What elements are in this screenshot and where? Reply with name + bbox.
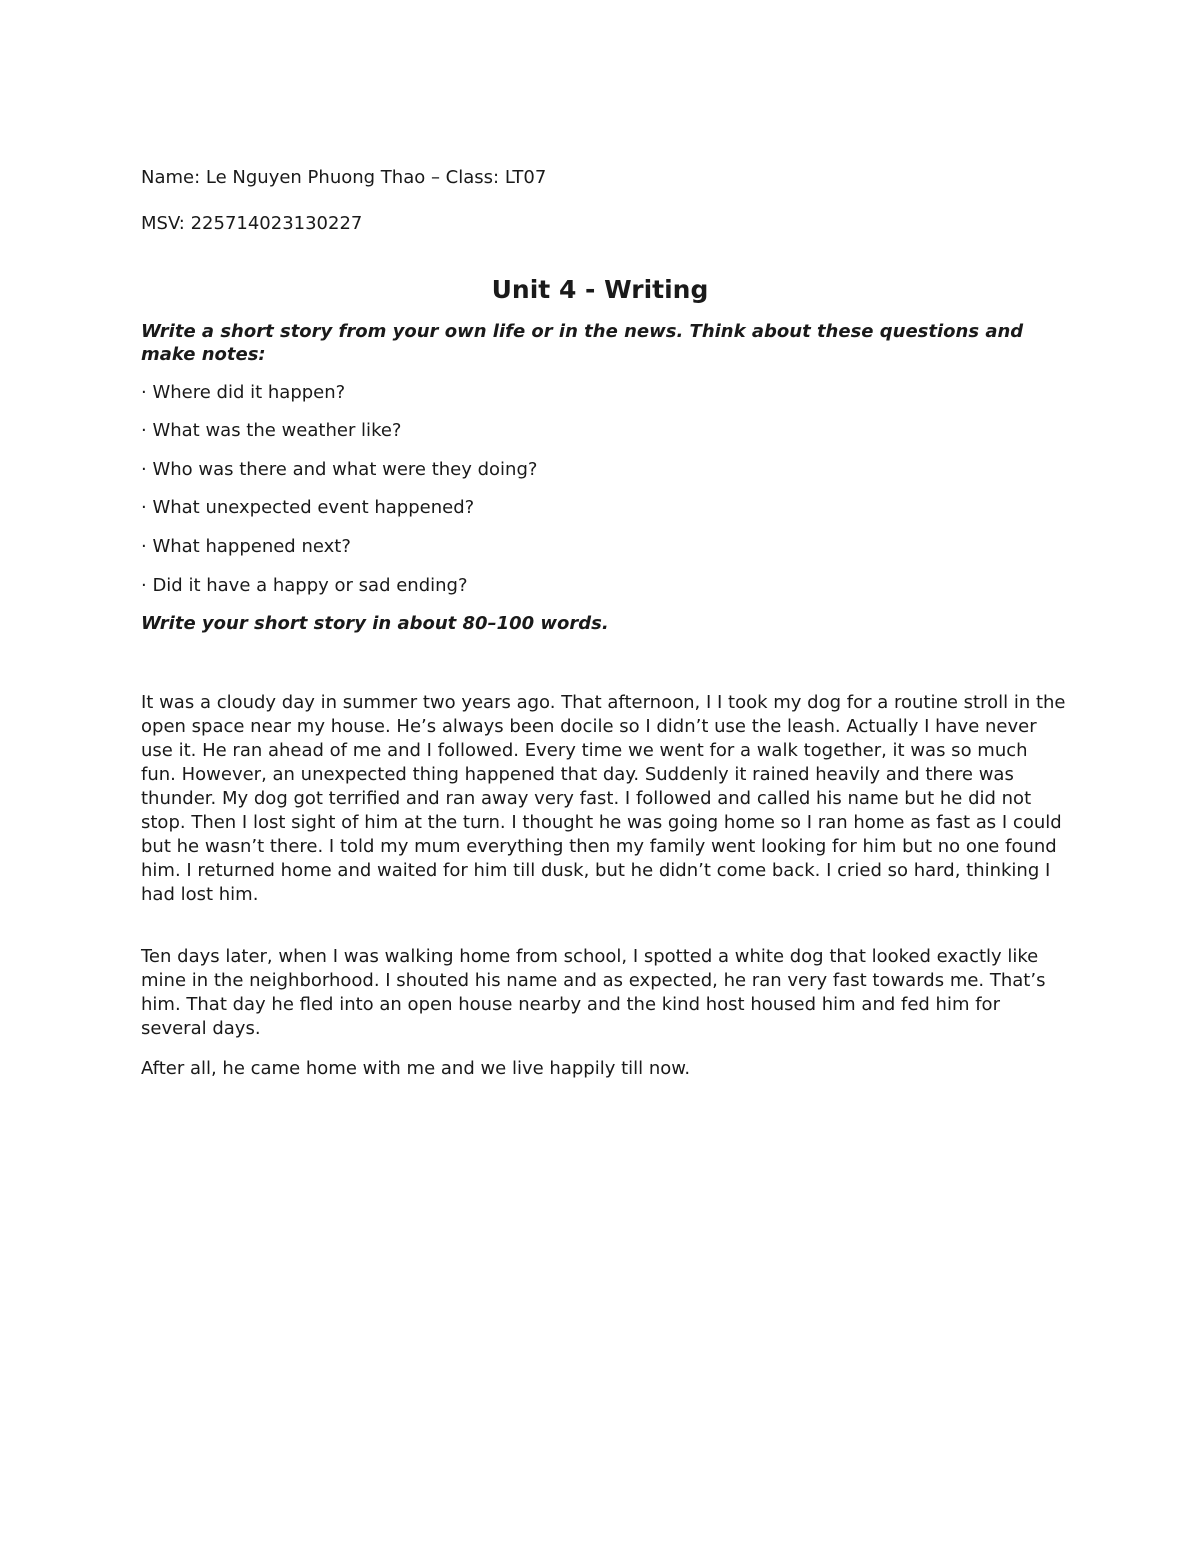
story-paragraph: After all, he came home with me and we live happily till now. <box>141 1058 691 1079</box>
question-item: · What unexpected event happened? <box>141 497 475 518</box>
story-paragraph: It was a cloudy day in summer two years ago. That afternoon, I I took my dog for a routine stroll in the open space near my house. He’s always been docile so I didn’t use the leash. Actually I have never use it. He ran ahead of me and I followed. Every time we went for a walk together, it was so much fun. However, an unexpected thing happened that day. Suddenly it rained heavily and there was thunder. My dog got terrified and ran away very fast. I followed and called his name but he did not stop. Then I lost sight of him at the turn. I thought he was going home so I ran home as fast as I could but he wasn’t there. I told my mum everything then my family went looking for him but no one found him. I returned home and waited for him till dusk, but he didn’t come back. I cried so hard, thinking I had lost him. <box>141 692 1066 905</box>
story-paragraph: Ten days later, when I was walking home from school, I spotted a white dog that looked exactly like mine in the neighborhood. I shouted his name and as expected, he ran very fast towards me. That’s him. That day he fled into an open house nearby and the kind host housed him and fed him for several days. <box>141 946 1046 1039</box>
word-count-instruction: Write your short story in about 80–100 words. <box>141 613 609 634</box>
question-item: · Where did it happen? <box>141 382 346 403</box>
page-title: Unit 4 - Writing <box>491 275 709 304</box>
student-id: MSV: 225714023130227 <box>141 213 363 234</box>
question-item: · What happened next? <box>141 536 351 557</box>
question-item: · Did it have a happy or sad ending? <box>141 575 468 596</box>
student-name-class: Name: Le Nguyen Phuong Thao – Class: LT07 <box>141 167 547 188</box>
question-item: · Who was there and what were they doing? <box>141 459 538 480</box>
question-item: · What was the weather like? <box>141 420 402 441</box>
writing-prompt: Write a short story from your own life or in the news. Think about these questions and make notes: <box>141 321 1024 365</box>
